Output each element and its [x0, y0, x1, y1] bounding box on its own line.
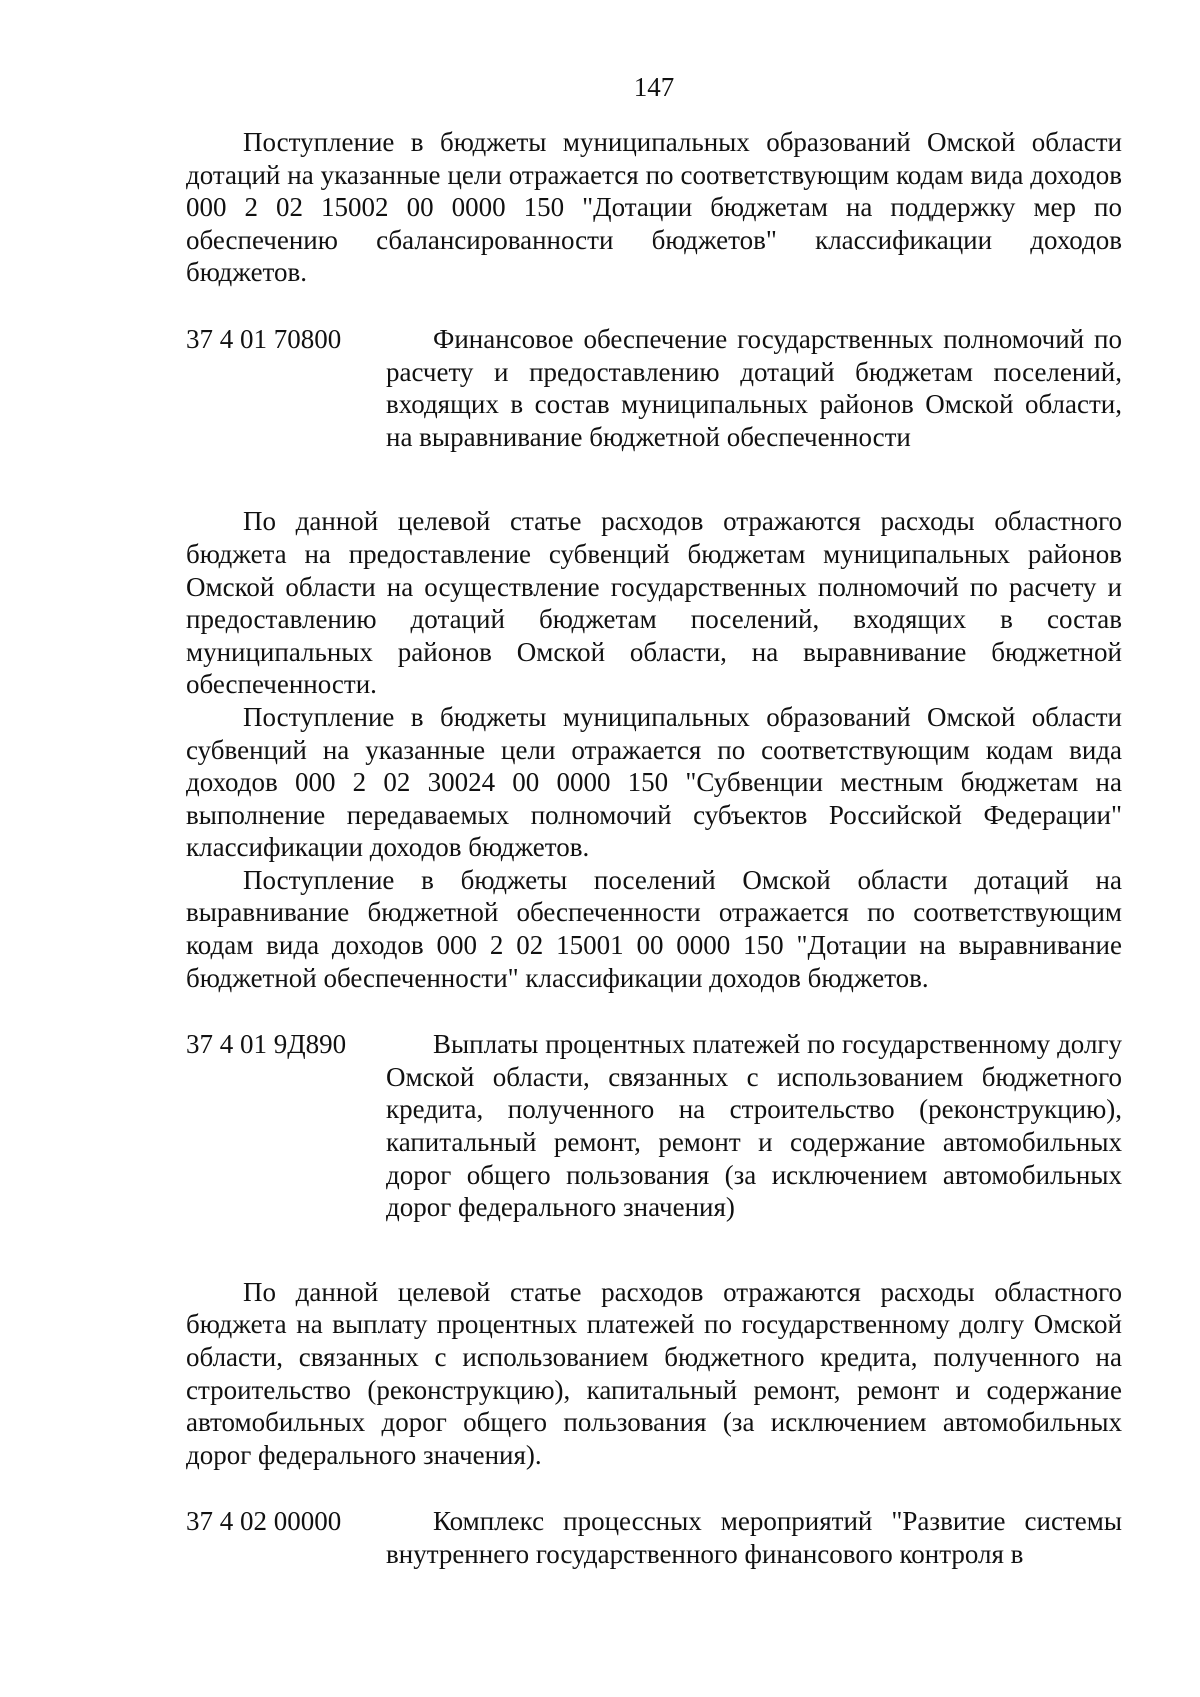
spacer: [186, 289, 1122, 323]
paragraph-expense-description: По данной целевой статье расходов отражаются расходы областного бюджета на предоставление субвенций бюджетам муниципальных районов Омской области на осуществление государственных полномочий по расчету и предоставлению дотаций бюджетам поселений, входящих в состав муниципальных районов Омской области, на выравнивание бюджетной обеспеченности.: [186, 506, 1122, 700]
paragraph-interest-payments: По данной целевой статье расходов отражаются расходы областного бюджета на выплату процентных платежей по государственному долгу Омской области, связанных с использованием бюджетного кредита, полученного на строительство (реконструкцию), капитальный ремонт, ремонт и содержание автомобильных дорог общего пользования (за исключением автомобильных дорог федерального значения).: [186, 1276, 1122, 1470]
budget-article-70800: [186, 323, 1122, 453]
spacer: [186, 1224, 1122, 1276]
budget-article-9d890: [186, 1028, 1122, 1224]
article-code: 37 4 01 9Д890: [186, 1029, 347, 1060]
paragraph-subvention-receipt: Поступление в бюджеты муниципальных образований Омской области субвенций на указанные цели отражается по соответствующим кодам вида доходов 000 2 02 30024 00 0000 150 "Субвенции местным бюджетам на выполнение передаваемых полномочий субъектов Российской Федерации" классификации доходов бюджетов.: [186, 701, 1122, 863]
article-code: 37 4 02 00000: [186, 1506, 342, 1537]
article-title: Выплаты процентных платежей по государственному долгу Омской области, связанных с использованием бюджетного кредита, полученного на строительство (реконструкцию), капитальный ремонт, ремонт и содержание автомобильных дорог общего пользования (за исключением автомобильных дорог федерального значения): [386, 1029, 1122, 1223]
article-title: Комплекс процессных мероприятий "Развитие системы внутреннего государственного финансового контроля в: [386, 1506, 1122, 1569]
budget-article-02-00000: [186, 1505, 1122, 1570]
spacer: [186, 994, 1122, 1028]
spacer: [186, 1471, 1122, 1505]
document-page: [186, 70, 1122, 1571]
article-title: Финансовое обеспечение государственных полномочий по расчету и предоставлению дотаций бюджетам поселений, входящих в состав муниципальных районов Омской области, на выравнивание бюджетной обеспеченности: [386, 323, 1122, 452]
paragraph-settlement-receipt: Поступление в бюджеты поселений Омской области дотаций на выравнивание бюджетной обеспеченности отражается по соответствующим кодам вида доходов 000 2 02 15001 00 0000 150 "Дотации на выравнивание бюджетной обеспеченности" классификации доходов бюджетов.: [186, 864, 1122, 993]
spacer: [186, 453, 1122, 505]
page-number: 147: [633, 72, 675, 102]
article-code: 37 4 01 70800: [186, 323, 342, 354]
paragraph-dotation-receipt: Поступление в бюджеты муниципальных образований Омской области дотаций на указанные цели отражается по соответствующим кодам вида доходов 000 2 02 15002 00 0000 150 "Дотации бюджетам на поддержку мер по обеспечению сбалансированности бюджетов" классификации доходов бюджетов.: [186, 127, 1122, 288]
